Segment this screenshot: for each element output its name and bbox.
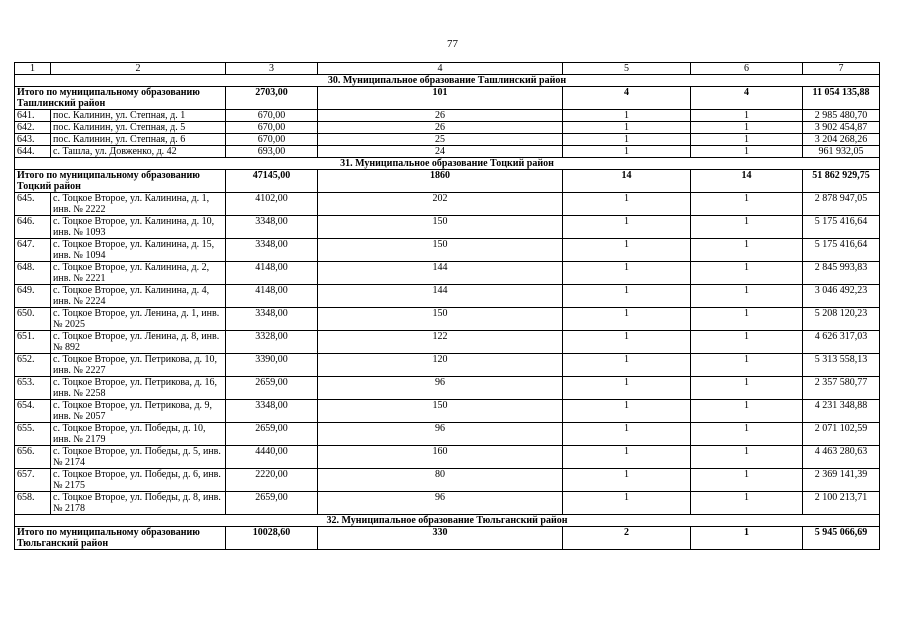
total-area: 2703,00 <box>226 87 318 110</box>
row-area: 670,00 <box>226 134 318 146</box>
table-row <box>15 262 880 285</box>
row-amount: 3 902 454,87 <box>803 122 880 134</box>
row-number: 651. <box>15 331 51 354</box>
row-amount: 4 626 317,03 <box>803 331 880 354</box>
row-number: 641. <box>15 110 51 122</box>
table-row <box>15 423 880 446</box>
row-address: с. Тоцкое Второе, ул. Ленина, д. 1, инв. № 2025 <box>51 308 226 331</box>
total-col6: 4 <box>691 87 803 110</box>
row-area: 693,00 <box>226 146 318 158</box>
row-area: 2220,00 <box>226 469 318 492</box>
row-address: с. Тоцкое Второе, ул. Калинина, д. 15, инв. № 1094 <box>51 239 226 262</box>
table-row <box>15 239 880 262</box>
row-address: пос. Калинин, ул. Степная, д. 6 <box>51 134 226 146</box>
row-col5: 1 <box>563 239 691 262</box>
row-area: 2659,00 <box>226 423 318 446</box>
row-col5: 1 <box>563 469 691 492</box>
column-header: 3 <box>226 63 318 75</box>
row-col6: 1 <box>691 308 803 331</box>
table-row <box>15 193 880 216</box>
table-body <box>15 63 880 550</box>
row-number: 652. <box>15 354 51 377</box>
row-people: 202 <box>318 193 563 216</box>
row-col5: 1 <box>563 354 691 377</box>
row-address: с. Тоцкое Второе, ул. Калинина, д. 4, инв. № 2224 <box>51 285 226 308</box>
row-people: 96 <box>318 377 563 400</box>
row-col5: 1 <box>563 400 691 423</box>
row-col6: 1 <box>691 492 803 515</box>
row-area: 4148,00 <box>226 262 318 285</box>
row-number: 655. <box>15 423 51 446</box>
row-area: 3390,00 <box>226 354 318 377</box>
row-col5: 1 <box>563 122 691 134</box>
row-people: 160 <box>318 446 563 469</box>
row-people: 25 <box>318 134 563 146</box>
row-address: с. Тоцкое Второе, ул. Победы, д. 6, инв. № 2175 <box>51 469 226 492</box>
row-col6: 1 <box>691 134 803 146</box>
row-col6: 1 <box>691 110 803 122</box>
total-col6: 14 <box>691 170 803 193</box>
total-people: 101 <box>318 87 563 110</box>
row-amount: 5 175 416,64 <box>803 216 880 239</box>
row-number: 654. <box>15 400 51 423</box>
row-number: 657. <box>15 469 51 492</box>
total-people: 1860 <box>318 170 563 193</box>
table-row <box>15 354 880 377</box>
row-col6: 1 <box>691 331 803 354</box>
total-col5: 4 <box>563 87 691 110</box>
total-amount: 5 945 066,69 <box>803 527 880 550</box>
row-number: 646. <box>15 216 51 239</box>
row-people: 150 <box>318 216 563 239</box>
row-col5: 1 <box>563 193 691 216</box>
row-col6: 1 <box>691 469 803 492</box>
row-amount: 2 071 102,59 <box>803 423 880 446</box>
row-address: с. Тоцкое Второе, ул. Победы, д. 5, инв. № 2174 <box>51 446 226 469</box>
row-address: с. Ташла, ул. Довженко, д. 42 <box>51 146 226 158</box>
table-row <box>15 469 880 492</box>
column-header: 5 <box>563 63 691 75</box>
row-address: пос. Калинин, ул. Степная, д. 5 <box>51 122 226 134</box>
total-area: 47145,00 <box>226 170 318 193</box>
row-col6: 1 <box>691 262 803 285</box>
row-number: 650. <box>15 308 51 331</box>
row-col6: 1 <box>691 216 803 239</box>
row-area: 3328,00 <box>226 331 318 354</box>
row-address: с. Тоцкое Второе, ул. Калинина, д. 1, инв. № 2222 <box>51 193 226 216</box>
row-number: 647. <box>15 239 51 262</box>
table-row <box>15 331 880 354</box>
row-col5: 1 <box>563 446 691 469</box>
table-row <box>15 285 880 308</box>
row-col5: 1 <box>563 331 691 354</box>
table-row <box>15 400 880 423</box>
row-amount: 2 985 480,70 <box>803 110 880 122</box>
table-row <box>15 146 880 158</box>
row-col5: 1 <box>563 110 691 122</box>
row-amount: 2 357 580,77 <box>803 377 880 400</box>
column-header: 4 <box>318 63 563 75</box>
row-people: 150 <box>318 308 563 331</box>
row-address: с. Тоцкое Второе, ул. Победы, д. 8, инв. № 2178 <box>51 492 226 515</box>
row-address: пос. Калинин, ул. Степная, д. 1 <box>51 110 226 122</box>
row-amount: 3 046 492,23 <box>803 285 880 308</box>
row-people: 150 <box>318 400 563 423</box>
row-area: 3348,00 <box>226 308 318 331</box>
row-area: 3348,00 <box>226 400 318 423</box>
column-header: 2 <box>51 63 226 75</box>
section-header-row <box>15 515 880 527</box>
total-label: Итого по муниципальному образованию Тюльганский район <box>15 527 226 550</box>
row-col5: 1 <box>563 492 691 515</box>
row-people: 144 <box>318 262 563 285</box>
row-col6: 1 <box>691 377 803 400</box>
row-people: 122 <box>318 331 563 354</box>
section-header-row <box>15 158 880 170</box>
row-area: 3348,00 <box>226 239 318 262</box>
total-label: Итого по муниципальному образованию Ташлинский район <box>15 87 226 110</box>
row-col5: 1 <box>563 146 691 158</box>
row-area: 670,00 <box>226 122 318 134</box>
row-number: 644. <box>15 146 51 158</box>
row-address: с. Тоцкое Второе, ул. Калинина, д. 10, инв. № 1093 <box>51 216 226 239</box>
row-address: с. Тоцкое Второе, ул. Петрикова, д. 10, инв. № 2227 <box>51 354 226 377</box>
column-header: 1 <box>15 63 51 75</box>
column-header: 7 <box>803 63 880 75</box>
row-people: 26 <box>318 110 563 122</box>
table-row <box>15 446 880 469</box>
total-amount: 11 054 135,88 <box>803 87 880 110</box>
row-number: 645. <box>15 193 51 216</box>
row-address: с. Тоцкое Второе, ул. Ленина, д. 8, инв. № 892 <box>51 331 226 354</box>
total-label: Итого по муниципальному образованию Тоцкий район <box>15 170 226 193</box>
row-amount: 3 204 268,26 <box>803 134 880 146</box>
table-row <box>15 110 880 122</box>
row-number: 643. <box>15 134 51 146</box>
row-col5: 1 <box>563 216 691 239</box>
row-amount: 4 231 348,88 <box>803 400 880 423</box>
row-col5: 1 <box>563 285 691 308</box>
row-col5: 1 <box>563 134 691 146</box>
row-amount: 961 932,05 <box>803 146 880 158</box>
section-title: 31. Муниципальное образование Тоцкий район <box>15 158 880 170</box>
row-people: 24 <box>318 146 563 158</box>
row-amount: 2 100 213,71 <box>803 492 880 515</box>
section-title: 32. Муниципальное образование Тюльганский район <box>15 515 880 527</box>
section-title: 30. Муниципальное образование Ташлинский район <box>15 75 880 87</box>
row-number: 653. <box>15 377 51 400</box>
row-address: с. Тоцкое Второе, ул. Победы, д. 10, инв. № 2179 <box>51 423 226 446</box>
section-total-row <box>15 527 880 550</box>
row-amount: 4 463 280,63 <box>803 446 880 469</box>
row-people: 96 <box>318 423 563 446</box>
section-header-row <box>15 75 880 87</box>
row-area: 4102,00 <box>226 193 318 216</box>
row-area: 2659,00 <box>226 492 318 515</box>
total-col6: 1 <box>691 527 803 550</box>
row-people: 144 <box>318 285 563 308</box>
row-amount: 2 878 947,05 <box>803 193 880 216</box>
row-people: 26 <box>318 122 563 134</box>
table-row <box>15 308 880 331</box>
total-col5: 2 <box>563 527 691 550</box>
row-amount: 5 313 558,13 <box>803 354 880 377</box>
row-number: 649. <box>15 285 51 308</box>
row-amount: 2 369 141,39 <box>803 469 880 492</box>
total-amount: 51 862 929,75 <box>803 170 880 193</box>
row-area: 2659,00 <box>226 377 318 400</box>
row-col5: 1 <box>563 377 691 400</box>
row-amount: 2 845 993,83 <box>803 262 880 285</box>
row-people: 96 <box>318 492 563 515</box>
row-col6: 1 <box>691 146 803 158</box>
row-amount: 5 208 120,23 <box>803 308 880 331</box>
row-area: 3348,00 <box>226 216 318 239</box>
table-row <box>15 492 880 515</box>
row-address: с. Тоцкое Второе, ул. Петрикова, д. 9, инв. № 2057 <box>51 400 226 423</box>
table-row <box>15 134 880 146</box>
row-area: 670,00 <box>226 110 318 122</box>
total-people: 330 <box>318 527 563 550</box>
row-col5: 1 <box>563 308 691 331</box>
row-number: 648. <box>15 262 51 285</box>
row-address: с. Тоцкое Второе, ул. Петрикова, д. 16, инв. № 2258 <box>51 377 226 400</box>
row-people: 120 <box>318 354 563 377</box>
total-col5: 14 <box>563 170 691 193</box>
row-col6: 1 <box>691 423 803 446</box>
data-table <box>14 62 880 550</box>
row-area: 4148,00 <box>226 285 318 308</box>
page-number: 77 <box>447 38 458 50</box>
row-number: 658. <box>15 492 51 515</box>
row-number: 656. <box>15 446 51 469</box>
row-people: 150 <box>318 239 563 262</box>
row-address: с. Тоцкое Второе, ул. Калинина, д. 2, инв. № 2221 <box>51 262 226 285</box>
section-total-row <box>15 87 880 110</box>
row-col6: 1 <box>691 446 803 469</box>
row-col6: 1 <box>691 122 803 134</box>
row-people: 80 <box>318 469 563 492</box>
section-total-row <box>15 170 880 193</box>
total-area: 10028,60 <box>226 527 318 550</box>
column-header: 6 <box>691 63 803 75</box>
row-amount: 5 175 416,64 <box>803 239 880 262</box>
table-row <box>15 377 880 400</box>
row-col6: 1 <box>691 239 803 262</box>
row-col6: 1 <box>691 193 803 216</box>
row-col6: 1 <box>691 285 803 308</box>
row-col6: 1 <box>691 400 803 423</box>
row-area: 4440,00 <box>226 446 318 469</box>
row-col6: 1 <box>691 354 803 377</box>
table-row <box>15 216 880 239</box>
column-number-row <box>15 63 880 75</box>
row-col5: 1 <box>563 423 691 446</box>
row-number: 642. <box>15 122 51 134</box>
row-col5: 1 <box>563 262 691 285</box>
table-row <box>15 122 880 134</box>
